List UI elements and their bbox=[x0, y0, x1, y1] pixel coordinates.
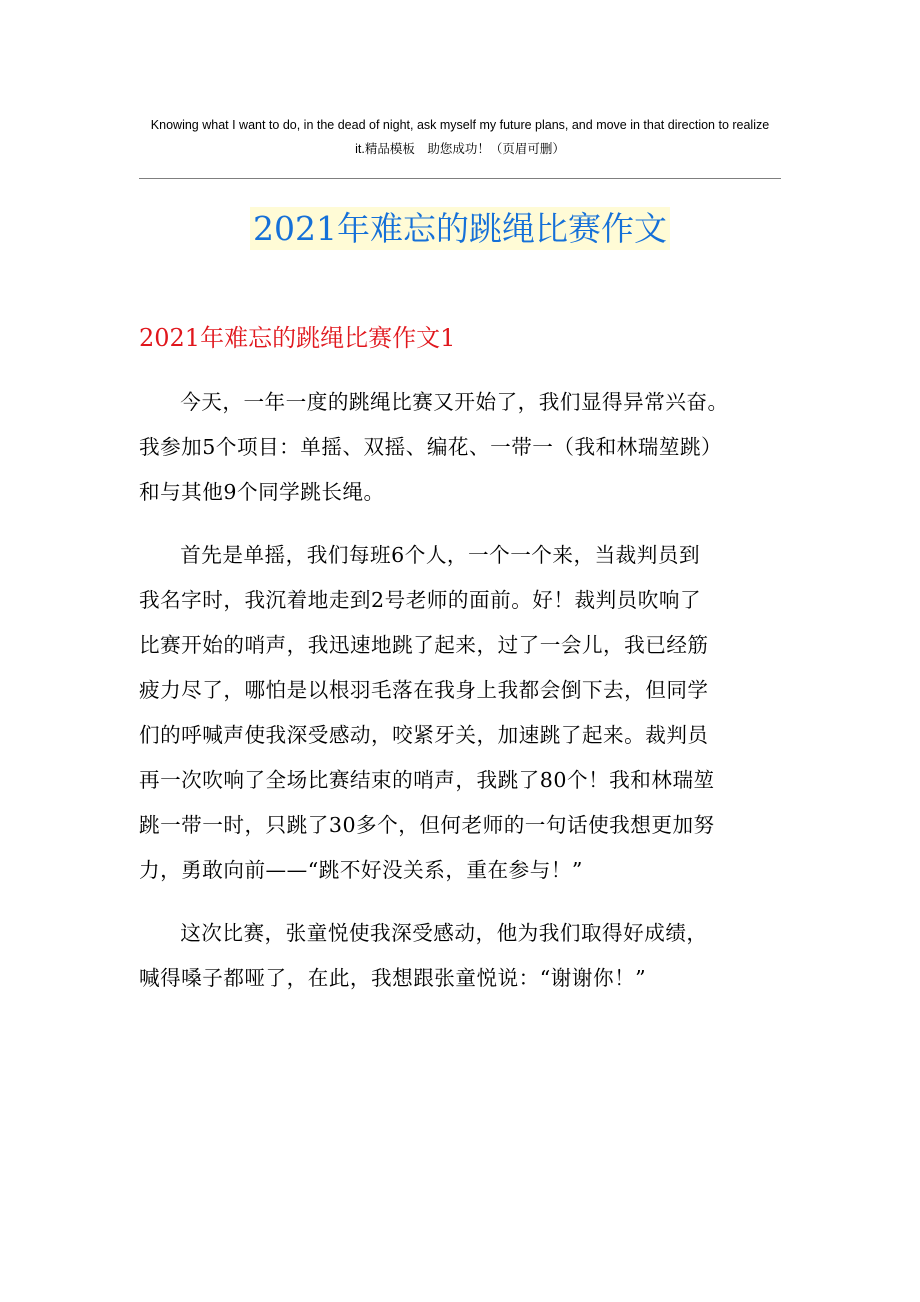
paragraph-line: 我参加5个项目：单摇、双摇、编花、一带一（我和林瑞堃跳） bbox=[139, 435, 723, 459]
header-line-2: it.精品模板 助您成功！（页眉可删） bbox=[355, 142, 565, 156]
paragraph-line: 我名字时，我沉着地走到2号老师的面前。好！裁判员吹响了 bbox=[139, 588, 702, 612]
document-title-container bbox=[0, 204, 920, 254]
paragraph-line: 喊得嗓子都哑了，在此，我想跟张童悦说：“谢谢你！” bbox=[139, 966, 647, 990]
paragraph-line: 首先是单摇，我们每班6个人，一个一个来，当裁判员到 bbox=[180, 543, 701, 567]
header-divider bbox=[139, 178, 781, 179]
paragraph-line: 再一次吹响了全场比赛结束的哨声，我跳了80个！我和林瑞堃 bbox=[139, 768, 715, 792]
section-heading: 2021年难忘的跳绳比赛作文1 bbox=[139, 324, 456, 352]
paragraph-line: 今天，一年一度的跳绳比赛又开始了，我们显得异常兴奋。 bbox=[180, 390, 729, 414]
document-title: 2021年难忘的跳绳比赛作文 bbox=[250, 207, 670, 250]
paragraph-line: 跳一带一时，只跳了30多个，但何老师的一句话使我想更加努 bbox=[139, 813, 715, 837]
page-header bbox=[130, 113, 790, 161]
paragraph-line: 力，勇敢向前——“跳不好没关系，重在参与！” bbox=[139, 858, 583, 882]
paragraph-2 bbox=[139, 533, 785, 893]
paragraph-line: 和与其他9个同学跳长绳。 bbox=[139, 480, 385, 504]
document-body bbox=[139, 380, 785, 1019]
paragraph-line: 们的呼喊声使我深受感动，咬紧牙关，加速跳了起来。裁判员 bbox=[139, 723, 709, 747]
header-line-1: Knowing what I want to do, in the dead of night, ask myself my future plans, and move in that direction to realize bbox=[150, 118, 770, 132]
paragraph-3 bbox=[139, 911, 785, 1001]
paragraph-line: 这次比赛，张童悦使我深受感动，他为我们取得好成绩， bbox=[180, 921, 708, 945]
paragraph-line: 疲力尽了，哪怕是以根羽毛落在我身上我都会倒下去，但同学 bbox=[139, 678, 709, 702]
paragraph-1 bbox=[139, 380, 785, 515]
paragraph-line: 比赛开始的哨声，我迅速地跳了起来，过了一会儿，我已经筋 bbox=[139, 633, 709, 657]
